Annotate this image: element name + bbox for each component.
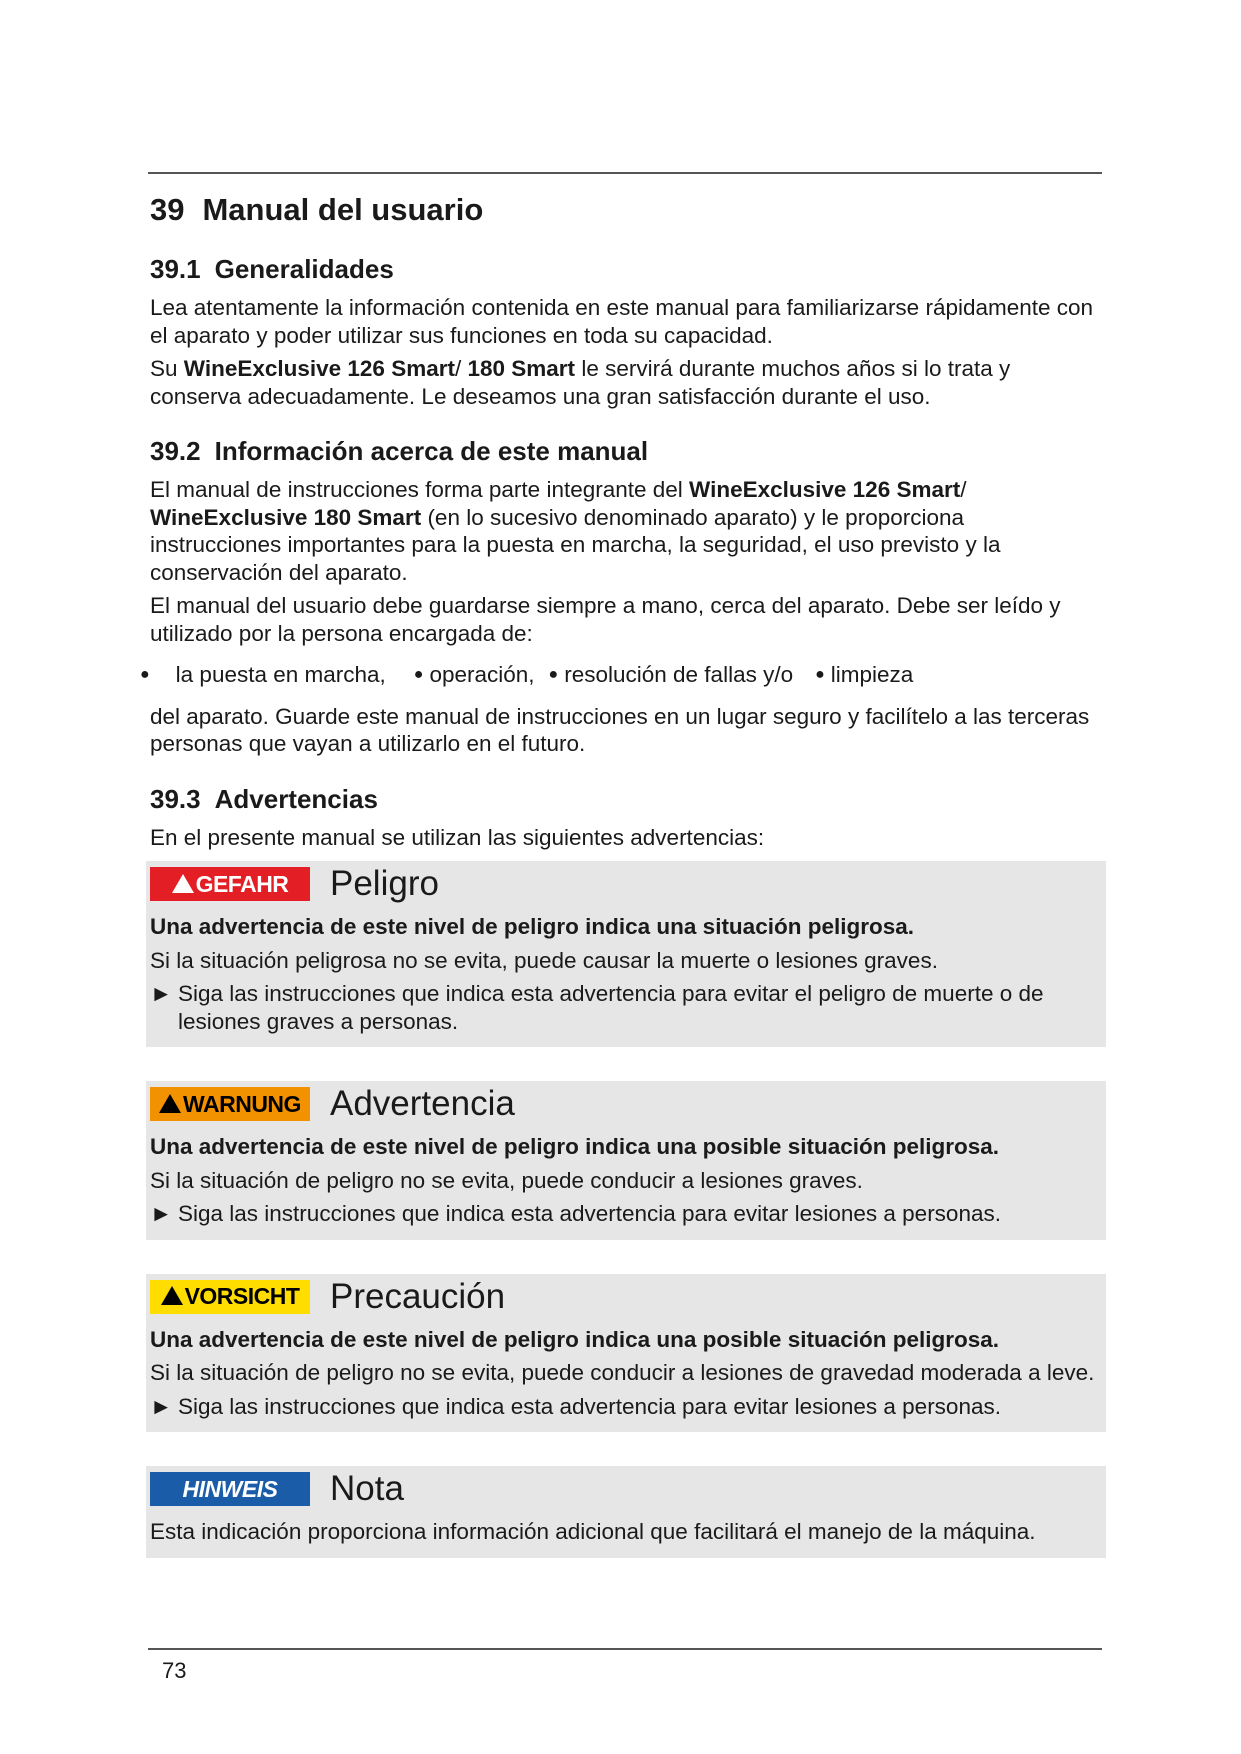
list-item-text: operación, bbox=[429, 662, 535, 687]
product-name: 180 Smart bbox=[467, 356, 576, 381]
warning-text: Si la situación de peligro no se evita, puede conducir a lesiones graves. bbox=[150, 1167, 863, 1193]
section-title bbox=[150, 434, 1100, 468]
text-run: (en lo sucesivo denominado aparato) y le proporciona instrucciones importantes para la puesta en marcha, la seguridad, el uso previsto y la conservación del aparato. bbox=[150, 504, 1001, 585]
badge-label: GEFAHR bbox=[195, 870, 289, 897]
list-item bbox=[140, 661, 386, 689]
warning-box-danger bbox=[146, 861, 1106, 1047]
page-content bbox=[140, 190, 1100, 1592]
section-title bbox=[150, 782, 1100, 816]
warning-text: Esta indicación proporciona información adicional que facilitará el manejo de la máquina. bbox=[150, 1519, 1036, 1544]
arrow-right-icon: ► bbox=[150, 1201, 173, 1226]
warning-step-text: Siga las instrucciones que indica esta advertencia para evitar el peligro de muerte o de lesiones graves a personas. bbox=[178, 981, 1044, 1034]
section-title-text: Generalidades bbox=[214, 254, 394, 284]
bullet-icon: ● bbox=[413, 666, 424, 683]
text-run: Su bbox=[150, 356, 184, 381]
warning-triangle-icon bbox=[161, 1286, 183, 1305]
bullet-icon: ● bbox=[548, 666, 559, 683]
section-about-manual bbox=[140, 434, 1100, 758]
warning-step bbox=[150, 1200, 1096, 1228]
list-item-text: resolución de fallas y/o bbox=[564, 662, 794, 687]
warning-lead: Una advertencia de este nivel de peligro indica una situación peligrosa. bbox=[150, 914, 914, 939]
badge-label: VORSICHT bbox=[184, 1283, 300, 1309]
section-warnings bbox=[150, 782, 1100, 1558]
badge-label: WARNUNG bbox=[183, 1090, 301, 1117]
warning-box-notice bbox=[146, 1466, 1106, 1558]
section-title-text: Advertencias bbox=[214, 783, 378, 814]
arrow-right-icon: ► bbox=[150, 981, 173, 1006]
arrow-right-icon: ► bbox=[150, 1393, 173, 1419]
list-item bbox=[549, 661, 794, 689]
section-general bbox=[150, 252, 1100, 410]
warning-triangle-icon bbox=[159, 1094, 181, 1113]
warning-header bbox=[150, 1466, 1096, 1512]
paragraph bbox=[150, 355, 1100, 410]
paragraph: El manual del usuario debe guardarse siempre a mano, cerca del aparato. Debe ser leído y utilizado por la persona encargada de: bbox=[150, 593, 1061, 646]
notice-badge bbox=[150, 1472, 310, 1506]
text-run: le servirá durante muchos años si lo trata y conserva adecuadamente. Le deseamos una gran satisfacción durante el uso. bbox=[150, 356, 1011, 409]
badge-label: HINWEIS bbox=[182, 1475, 278, 1502]
warning-step-text: Siga las instrucciones que indica esta advertencia para evitar lesiones a personas. bbox=[178, 1393, 1001, 1419]
page-number: 73 bbox=[162, 1658, 187, 1683]
warning-title: Precaución bbox=[330, 1276, 506, 1316]
warning-box-caution bbox=[146, 1274, 1106, 1433]
warning-step bbox=[150, 980, 1096, 1035]
text-run: El manual de instrucciones forma parte integrante del bbox=[150, 477, 690, 502]
section-number: 39.3 bbox=[150, 783, 201, 814]
section-title bbox=[150, 252, 1100, 286]
warning-badge bbox=[150, 1087, 310, 1121]
list-item-text: la puesta en marcha, bbox=[175, 662, 386, 687]
caution-badge bbox=[150, 1280, 310, 1314]
warning-triangle-icon bbox=[172, 874, 194, 893]
section-title-text: Información acerca de este manual bbox=[214, 436, 649, 466]
section-number: 39.2 bbox=[150, 436, 201, 466]
warning-title: Advertencia bbox=[330, 1084, 515, 1123]
product-name: WineExclusive 126 Smart bbox=[689, 477, 961, 502]
warning-lead: Una advertencia de este nivel de peligro indica una posible situación peligrosa. bbox=[150, 1326, 999, 1352]
warning-header bbox=[150, 861, 1096, 907]
chapter-number: 39 bbox=[150, 192, 185, 227]
warning-step-text: Siga las instrucciones que indica esta advertencia para evitar lesiones a personas. bbox=[178, 1201, 1001, 1226]
list-item bbox=[414, 661, 535, 689]
chapter-title bbox=[150, 190, 1100, 230]
danger-badge bbox=[150, 867, 310, 901]
text-run: / bbox=[960, 477, 967, 502]
warning-lead: Una advertencia de este nivel de peligro indica una posible situación peligrosa. bbox=[150, 1134, 999, 1159]
paragraph bbox=[150, 476, 1100, 586]
bullet-list bbox=[140, 661, 1100, 689]
list-item-text: limpieza bbox=[830, 662, 914, 687]
product-name: WineExclusive 126 Smart bbox=[183, 356, 455, 381]
warning-title: Nota bbox=[330, 1469, 404, 1508]
paragraph: del aparato. Guarde este manual de instrucciones en un lugar seguro y facilítelo a las terceras personas que vayan a utilizarlo en el futuro. bbox=[150, 703, 1090, 756]
text-run: / bbox=[454, 356, 468, 381]
product-name: WineExclusive 180 Smart bbox=[150, 504, 422, 530]
warning-step bbox=[150, 1393, 1096, 1421]
warning-text: Si la situación de peligro no se evita, puede conducir a lesiones de gravedad moderada a leve. bbox=[150, 1360, 1095, 1385]
footer-rule bbox=[148, 1648, 1102, 1650]
warning-title: Peligro bbox=[330, 864, 439, 903]
paragraph: En el presente manual se utilizan las siguientes advertencias: bbox=[150, 824, 765, 850]
warning-header bbox=[150, 1274, 1096, 1320]
paragraph: Lea atentamente la información contenida en este manual para familiarizarse rápidamente con el aparato y poder utilizar sus funciones en toda su capacidad. bbox=[150, 295, 1094, 348]
bullet-icon: ● bbox=[815, 666, 825, 683]
chapter-title-text: Manual del usuario bbox=[202, 192, 484, 227]
warning-header bbox=[150, 1081, 1096, 1127]
bullet-icon: ● bbox=[140, 666, 150, 683]
warning-text: Si la situación peligrosa no se evita, puede causar la muerte o lesiones graves. bbox=[150, 947, 938, 973]
section-number: 39.1 bbox=[150, 254, 201, 284]
header-rule bbox=[148, 172, 1102, 174]
warning-box-warning bbox=[146, 1081, 1106, 1240]
list-item bbox=[815, 661, 913, 689]
